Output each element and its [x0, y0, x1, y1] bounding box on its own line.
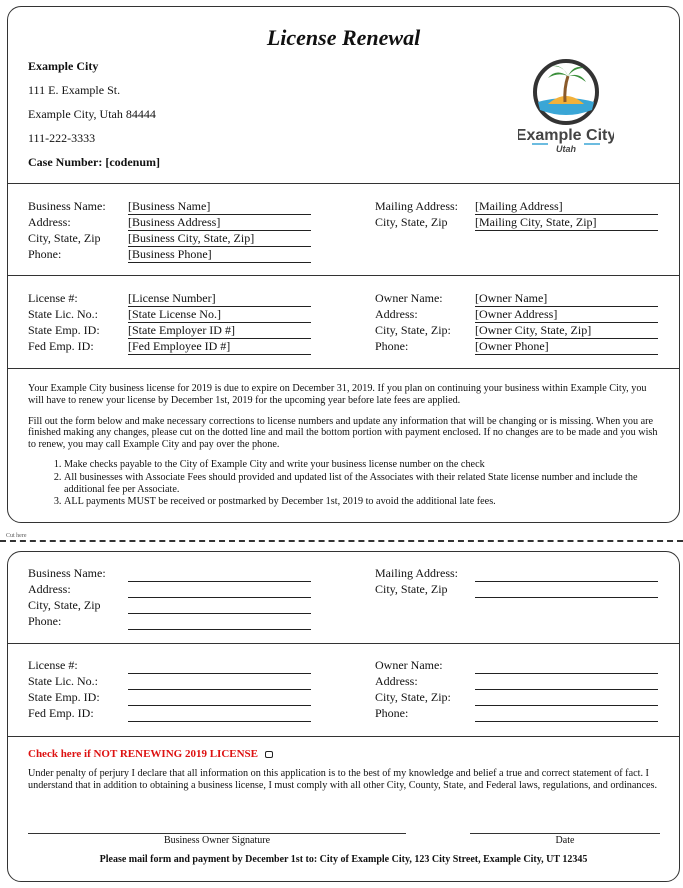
mailing-address-value: [Mailing Address] [475, 199, 658, 215]
owner-city-label: City, State, Zip: [375, 690, 451, 704]
owner-address-input[interactable] [475, 674, 658, 690]
owner-name-value: [Owner Name] [475, 291, 658, 307]
business-city-label: City, State, Zip [28, 231, 101, 245]
case-number: Case Number: [codenum] [28, 155, 160, 169]
signature-label: Business Owner Signature [163, 835, 271, 846]
city-logo [518, 58, 614, 158]
owner-phone-input[interactable] [475, 706, 658, 722]
business-address-input[interactable] [128, 582, 311, 598]
org-name: Example City [28, 59, 99, 73]
state-emp-id-value: [State Employer ID #] [128, 323, 311, 339]
mailing-instructions: Please mail form and payment by December 1st to: City of Example City, 123 City Street, Example City, UT 12345 [99, 854, 588, 865]
page-title: License Renewal [266, 25, 421, 50]
license-number-label: License #: [28, 291, 78, 305]
state-emp-id-label: State Emp. ID: [28, 690, 100, 704]
not-renewing-row [28, 748, 273, 760]
owner-city-row [375, 323, 665, 339]
owner-address-value: [Owner Address] [475, 307, 658, 323]
mailing-address-label: Mailing Address: [375, 566, 458, 580]
mailing-address-input[interactable] [475, 566, 658, 582]
business-phone-row [28, 614, 318, 630]
business-phone-input[interactable] [128, 614, 311, 630]
owner-name-row [375, 658, 665, 674]
fed-emp-id-row [28, 339, 318, 355]
divider [8, 643, 679, 644]
state-emp-id-row [28, 323, 318, 339]
declaration-text: Under penalty of perjury I declare that all information on this application is to the best of my knowledge and belief a true and correct statement of fact. I understand that in addition to obtaining a business license, I must comply with all other City, County, State, and Federal laws, regulations, and ordinances. [28, 768, 658, 791]
state-license-row [28, 307, 318, 323]
mailing-city-label: City, State, Zip [375, 215, 448, 229]
not-renewing-checkbox[interactable] [265, 751, 273, 758]
cut-dashed-line [0, 540, 683, 542]
org-street: 111 E. Example St. [28, 83, 121, 97]
date-label: Date [555, 835, 575, 846]
owner-phone-row [375, 339, 665, 355]
divider [8, 368, 679, 369]
owner-name-row [375, 291, 665, 307]
business-name-label: Business Name: [28, 566, 106, 580]
owner-address-row [375, 307, 665, 323]
instruction-item: 2. All businesses with Associate Fees should provided and updated list of the Associates with their related State license number and include the additional fee per Associate. [64, 472, 661, 496]
owner-name-input[interactable] [475, 658, 658, 674]
business-name-input[interactable] [128, 566, 311, 582]
renewal-notice-panel [7, 6, 680, 523]
business-city-label: City, State, Zip [28, 598, 101, 612]
owner-phone-row [375, 706, 665, 722]
business-address-label: Address: [28, 215, 71, 229]
owner-phone-label: Phone: [375, 706, 409, 720]
owner-phone-label: Phone: [375, 339, 409, 353]
state-license-input[interactable] [128, 674, 311, 690]
business-city-row [28, 598, 318, 614]
fed-emp-id-label: Fed Emp. ID: [28, 339, 94, 353]
owner-address-label: Address: [375, 674, 418, 688]
state-emp-id-row [28, 690, 318, 706]
state-emp-id-label: State Emp. ID: [28, 323, 100, 337]
mailing-city-row [375, 582, 665, 598]
not-renewing-label: Check here if NOT RENEWING 2019 LICENSE [28, 748, 259, 760]
business-phone-label: Phone: [28, 614, 62, 628]
fed-emp-id-row [28, 706, 318, 722]
mailing-city-label: City, State, Zip [375, 582, 448, 596]
palm-island-icon [518, 58, 614, 158]
organization-info [28, 59, 160, 179]
org-city-line: Example City, Utah 84444 [28, 107, 156, 121]
notice-paragraph: Fill out the form below and make necessary corrections to license numbers and update any information that will be changing or is missing. When you are finished making any changes, please cut on the dotted line and mail the bottom portion with payment enclosed. If no changes are to be made and you wish to renew, you may call Example City and pay over the phone. [28, 415, 658, 451]
state-license-value: [State License No.] [128, 307, 311, 323]
business-phone-label: Phone: [28, 247, 62, 261]
owner-address-row [375, 674, 665, 690]
business-phone-row [28, 247, 318, 263]
fed-emp-id-label: Fed Emp. ID: [28, 706, 94, 720]
fed-emp-id-input[interactable] [128, 706, 311, 722]
mailing-city-input[interactable] [475, 582, 658, 598]
logo-text: Example City [518, 127, 614, 144]
business-name-value: [Business Name] [128, 199, 311, 215]
fed-emp-id-value: [Fed Employee ID #] [128, 339, 311, 355]
renewal-notice-text [28, 383, 661, 509]
mailing-address-row [375, 199, 665, 215]
business-name-row [28, 566, 318, 582]
license-number-input[interactable] [128, 658, 311, 674]
owner-city-label: City, State, Zip: [375, 323, 451, 337]
owner-city-value: [Owner City, State, Zip] [475, 323, 658, 339]
mailing-city-value: [Mailing City, State, Zip] [475, 215, 658, 231]
owner-name-label: Owner Name: [375, 658, 443, 672]
business-phone-value: [Business Phone] [128, 247, 311, 263]
owner-city-row [375, 690, 665, 706]
owner-address-label: Address: [375, 307, 418, 321]
business-address-row [28, 582, 318, 598]
business-city-input[interactable] [128, 598, 311, 614]
org-phone: 111-222-3333 [28, 131, 96, 145]
return-form-panel [7, 551, 680, 882]
business-address-row [28, 215, 318, 231]
license-number-row [28, 658, 318, 674]
owner-phone-value: [Owner Phone] [475, 339, 658, 355]
license-number-row [28, 291, 318, 307]
cut-here-label: Cut here [6, 533, 27, 539]
business-name-label: Business Name: [28, 199, 106, 213]
mailing-address-label: Mailing Address: [375, 199, 458, 213]
owner-city-input[interactable] [475, 690, 658, 706]
date-line[interactable] [470, 833, 660, 834]
signature-line[interactable] [28, 833, 406, 834]
business-address-label: Address: [28, 582, 71, 596]
business-name-row [28, 199, 318, 215]
divider [8, 183, 679, 184]
state-license-row [28, 674, 318, 690]
notice-paragraph: Your Example City business license for 2019 is due to expire on December 31, 2019. If you plan on continuing your business within Example City, you will have to renew your license by December 1st, 2019 for the upcoming year before late fees are applied. [28, 383, 647, 406]
license-number-label: License #: [28, 658, 78, 672]
owner-name-label: Owner Name: [375, 291, 443, 305]
business-city-value: [Business City, State, Zip] [128, 231, 311, 247]
logo-subtext: Utah [556, 144, 576, 154]
mailing-address-row [375, 566, 665, 582]
instruction-item: 1. Make checks payable to the City of Example City and write your business license number on the check [64, 459, 661, 471]
divider [8, 275, 679, 276]
state-license-label: State Lic. No.: [28, 307, 98, 321]
divider [8, 736, 679, 737]
mailing-city-row [375, 215, 665, 231]
instruction-item: 3. ALL payments MUST be received or postmarked by December 1st, 2019 to avoid the additional late fees. [64, 496, 661, 508]
state-license-label: State Lic. No.: [28, 674, 98, 688]
license-number-value: [License Number] [128, 291, 311, 307]
instructions-list [64, 459, 661, 508]
business-city-row [28, 231, 318, 247]
business-address-value: [Business Address] [128, 215, 311, 231]
state-emp-id-input[interactable] [128, 690, 311, 706]
